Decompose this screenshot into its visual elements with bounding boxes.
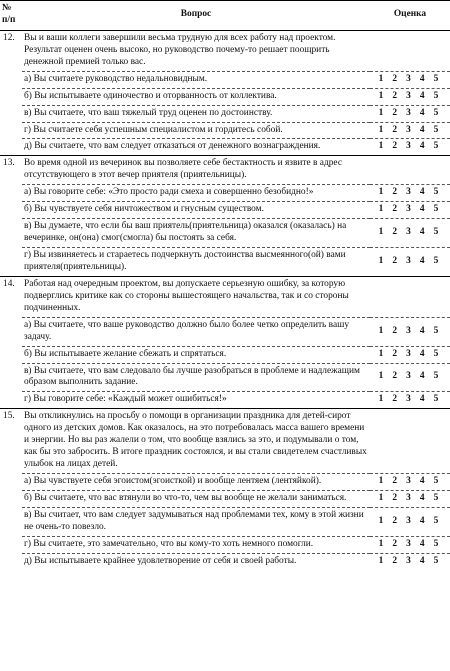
answer-text: г) Вы говорите себе: «Каждый может ошибиться!» [22,392,370,409]
answer-spacer [0,105,22,122]
question-score-empty [370,30,450,71]
score-option-3[interactable]: 3 [406,90,411,101]
score-option-4[interactable]: 4 [419,515,425,526]
score-options [372,256,448,268]
answer-text: б) Вы испытываете одиночество и оторванность от коллектива. [22,88,370,105]
score-option-3[interactable]: 3 [406,73,411,84]
answer-score [370,185,450,202]
score-option-1[interactable]: 1 [378,492,384,503]
score-option-4[interactable]: 4 [419,476,425,486]
score-option-2[interactable]: 2 [392,325,398,336]
answer-spacer [0,185,22,202]
score-option-4[interactable]: 4 [419,124,425,135]
answer-spacer [0,88,22,105]
header-question: Вопрос [22,1,370,31]
answer-spacer [0,507,22,536]
answer-spacer [0,392,22,409]
score-option-5[interactable]: 5 [433,492,439,503]
answer-score [370,507,450,536]
score-option-4[interactable]: 4 [419,187,425,198]
score-options [372,394,448,406]
score-option-4[interactable]: 4 [419,255,425,266]
score-option-5[interactable]: 5 [433,394,439,405]
score-option-5[interactable]: 5 [433,515,439,526]
score-options [372,108,448,120]
answer-text: г) Вы считаете себя успешным специалистом и гордитесь собой. [22,122,370,139]
answer-score [370,490,450,507]
answer-text: а) Вы считаете руководство недальновидным. [22,71,370,88]
score-options [372,326,448,338]
answer-text: в) Вы считает, что вам следует задумываться над проблемами тех, кому в этой жизни не очень-то повезло. [22,507,370,536]
answer-text: б) Вы считаете, что вас втянули во что-то, чем вы вообще не желали заниматься. [22,490,370,507]
score-option-5[interactable]: 5 [433,187,439,198]
questions-body [0,30,450,569]
score-option-1[interactable]: 1 [378,325,384,336]
answer-text: а) Вы чувствуете себя эгоистом(эгоисткой) и вообще лентяем (лентяйкой). [22,474,370,491]
answer-spacer [0,202,22,219]
score-option-1[interactable]: 1 [378,476,384,486]
table-header [0,1,450,31]
score-option-3[interactable]: 3 [406,107,411,118]
answer-row [0,363,450,392]
score-option-1[interactable]: 1 [378,73,384,84]
score-option-4[interactable]: 4 [419,73,425,84]
score-option-5[interactable]: 5 [433,538,439,549]
score-option-3[interactable]: 3 [406,204,411,215]
score-option-4[interactable]: 4 [419,227,425,238]
answer-row [0,185,450,202]
answer-score [370,536,450,553]
score-option-2[interactable]: 2 [392,476,398,486]
score-option-2[interactable]: 2 [392,515,398,526]
question-number: 13. [0,156,22,185]
score-option-1[interactable]: 1 [378,394,384,405]
answer-row [0,553,450,569]
score-options [372,74,448,86]
score-option-4[interactable]: 4 [419,141,425,152]
score-option-3[interactable]: 3 [406,141,411,152]
answer-text: г) Вы считаете, это замечательно, что вы кому-то хоть немного помогли. [22,536,370,553]
answer-row [0,139,450,156]
score-option-5[interactable]: 5 [433,90,439,101]
answer-row [0,71,450,88]
score-option-5[interactable]: 5 [433,73,439,84]
score-option-2[interactable]: 2 [392,394,398,405]
answer-text: а) Вы считаете, что ваше руководство должно было более четко определить вашу задачу. [22,317,370,346]
answer-row [0,346,450,363]
score-option-5[interactable]: 5 [433,141,439,152]
score-option-1[interactable]: 1 [378,538,384,549]
score-option-3[interactable]: 3 [406,538,411,549]
score-option-5[interactable]: 5 [433,107,439,118]
score-option-4[interactable]: 4 [419,348,425,359]
score-option-2[interactable]: 2 [392,348,398,359]
answer-score [370,71,450,88]
score-option-4[interactable]: 4 [419,394,425,405]
score-options [372,476,448,488]
answer-score [370,317,450,346]
answer-row [0,507,450,536]
question-text: Вы и ваши коллеги завершили весьма трудную для всех работу над проектом. Результат оценен очень высоко, но руководство почему-то решает поощрить денежной премией только вас. [22,30,370,71]
score-option-3[interactable]: 3 [406,124,411,135]
score-option-5[interactable]: 5 [433,348,439,359]
answer-text: в) Вы считаете, что вам следовало бы лучше разобраться в проблеме и надлежащим образом выполнить задание. [22,363,370,392]
score-option-3[interactable]: 3 [406,255,411,266]
question-score-empty [370,409,450,474]
answer-row [0,88,450,105]
score-option-1[interactable]: 1 [378,204,384,215]
answer-text: б) Вы чувствуете себя ничтожеством и гнусным существом. [22,202,370,219]
answer-row [0,392,450,409]
score-option-4[interactable]: 4 [419,90,425,101]
score-option-3[interactable]: 3 [406,476,411,486]
answer-spacer [0,317,22,346]
answer-row [0,317,450,346]
answer-score [370,474,450,491]
answer-row [0,122,450,139]
answer-score [370,248,450,277]
answer-score [370,88,450,105]
score-option-1[interactable]: 1 [378,187,384,198]
score-option-2[interactable]: 2 [392,371,398,382]
answer-score [370,122,450,139]
score-option-4[interactable]: 4 [419,371,425,382]
answer-spacer [0,71,22,88]
score-option-2[interactable]: 2 [392,124,398,135]
score-option-2[interactable]: 2 [392,555,398,566]
answer-score [370,346,450,363]
answer-row [0,536,450,553]
score-option-2[interactable]: 2 [392,538,398,549]
score-option-5[interactable]: 5 [433,204,439,215]
score-option-3[interactable]: 3 [406,492,411,503]
score-option-4[interactable]: 4 [419,325,425,336]
score-options [372,539,448,551]
score-options [372,204,448,216]
question-score-empty [370,156,450,185]
score-option-5[interactable]: 5 [433,555,439,566]
score-option-1[interactable]: 1 [378,124,384,135]
score-option-3[interactable]: 3 [406,348,411,359]
score-options [372,516,448,528]
answer-spacer [0,248,22,277]
score-option-5[interactable]: 5 [433,255,439,266]
score-options [372,227,448,239]
answer-spacer [0,363,22,392]
answer-spacer [0,553,22,569]
score-option-2[interactable]: 2 [392,492,398,503]
score-option-1[interactable]: 1 [378,371,384,382]
answer-row [0,219,450,248]
score-options [372,371,448,383]
score-option-2[interactable]: 2 [392,90,398,101]
score-option-3[interactable]: 3 [406,187,411,198]
question-number: 14. [0,276,22,317]
answer-score [370,105,450,122]
answer-spacer [0,219,22,248]
score-option-5[interactable]: 5 [433,371,439,382]
score-options [372,125,448,137]
question-text: Вы откликнулись на просьбу о помощи в организации праздника для детей-сирот одного из детских домов. Как оказалось, на это потребовалась масса вашего времени и энергии. Но вы раз жалели о том, что вообще взялись за это, и подумывали о том, как бы это забросить. В итоге праздник состоялся, и вы стали свидетелем счастливых улыбок на лицах детей. [22,409,370,474]
answer-score [370,553,450,569]
answer-score [370,392,450,409]
score-option-1[interactable]: 1 [378,515,384,526]
answer-spacer [0,490,22,507]
score-option-4[interactable]: 4 [419,492,425,503]
answer-row [0,248,450,277]
score-options [372,187,448,199]
score-option-4[interactable]: 4 [419,204,425,215]
question-row [0,30,450,71]
score-option-2[interactable]: 2 [392,141,398,152]
question-row [0,156,450,185]
score-option-2[interactable]: 2 [392,204,398,215]
answer-row [0,474,450,491]
answer-text: д) Вы считаете, что вам следует отказаться от денежного вознаграждения. [22,139,370,156]
question-number: 12. [0,30,22,71]
score-option-3[interactable]: 3 [406,371,411,382]
score-option-1[interactable]: 1 [378,255,384,266]
score-options [372,493,448,505]
score-option-2[interactable]: 2 [392,107,398,118]
answer-spacer [0,474,22,491]
answer-spacer [0,536,22,553]
score-options [372,556,448,568]
score-option-2[interactable]: 2 [392,255,398,266]
header-num: № п/п [0,1,22,31]
score-option-2[interactable]: 2 [392,227,398,238]
answer-text: в) Вы считаете, что ваш тяжелый труд оценен по достоинству. [22,105,370,122]
answer-spacer [0,346,22,363]
score-option-4[interactable]: 4 [419,538,425,549]
question-row [0,276,450,317]
score-options [372,91,448,103]
score-option-5[interactable]: 5 [433,325,439,336]
answer-score [370,363,450,392]
answer-text: д) Вы испытываете крайнее удовлетворение от себя и своей работы. [22,553,370,569]
question-score-empty [370,276,450,317]
answer-row [0,202,450,219]
score-option-2[interactable]: 2 [392,73,398,84]
score-option-3[interactable]: 3 [406,555,411,566]
score-options [372,141,448,153]
score-option-3[interactable]: 3 [406,227,411,238]
answer-score [370,219,450,248]
question-text: Во время одной из вечеринок вы позволяете себе бестактность и язвите в адрес отсутствующего в этот вечер приятеля (приятельницы). [22,156,370,185]
header-score: Оценка [370,1,450,31]
answer-text: б) Вы испытываете желание сбежать и спрятаться. [22,346,370,363]
score-option-3[interactable]: 3 [406,394,411,405]
answer-score [370,202,450,219]
answer-text: а) Вы говорите себе: «Это просто ради смеха и совершенно безобидно!» [22,185,370,202]
answer-spacer [0,139,22,156]
score-options [372,349,448,361]
answer-row [0,490,450,507]
score-option-4[interactable]: 4 [419,555,425,566]
answer-text: в) Вы думаете, что если бы ваш приятель(приятельница) оказался (оказалась) на вечеринке, он(она) смог(смогла) бы постоять за себя. [22,219,370,248]
score-option-3[interactable]: 3 [406,515,411,526]
score-option-1[interactable]: 1 [378,90,384,101]
score-option-2[interactable]: 2 [392,187,398,198]
answer-text: г) Вы извиняетесь и стараетесь подчеркнуть достоинства высмеянного(ой) вами приятеля(приятельницы). [22,248,370,277]
score-option-1[interactable]: 1 [378,555,384,566]
score-option-5[interactable]: 5 [433,124,439,135]
question-number: 15. [0,409,22,474]
score-option-5[interactable]: 5 [433,476,439,486]
score-option-1[interactable]: 1 [378,107,384,118]
score-option-1[interactable]: 1 [378,141,384,152]
question-text: Работая над очередным проектом, вы допускаете серьезную ошибку, за которую подверглись критике как со стороны вышестоящего начальства, так и со стороны подчиненных. [22,276,370,317]
score-option-1[interactable]: 1 [378,227,384,238]
score-option-1[interactable]: 1 [378,348,384,359]
answer-row [0,105,450,122]
question-row [0,409,450,474]
score-option-5[interactable]: 5 [433,227,439,238]
score-option-3[interactable]: 3 [406,325,411,336]
answer-score [370,139,450,156]
score-option-4[interactable]: 4 [419,107,425,118]
answer-spacer [0,122,22,139]
